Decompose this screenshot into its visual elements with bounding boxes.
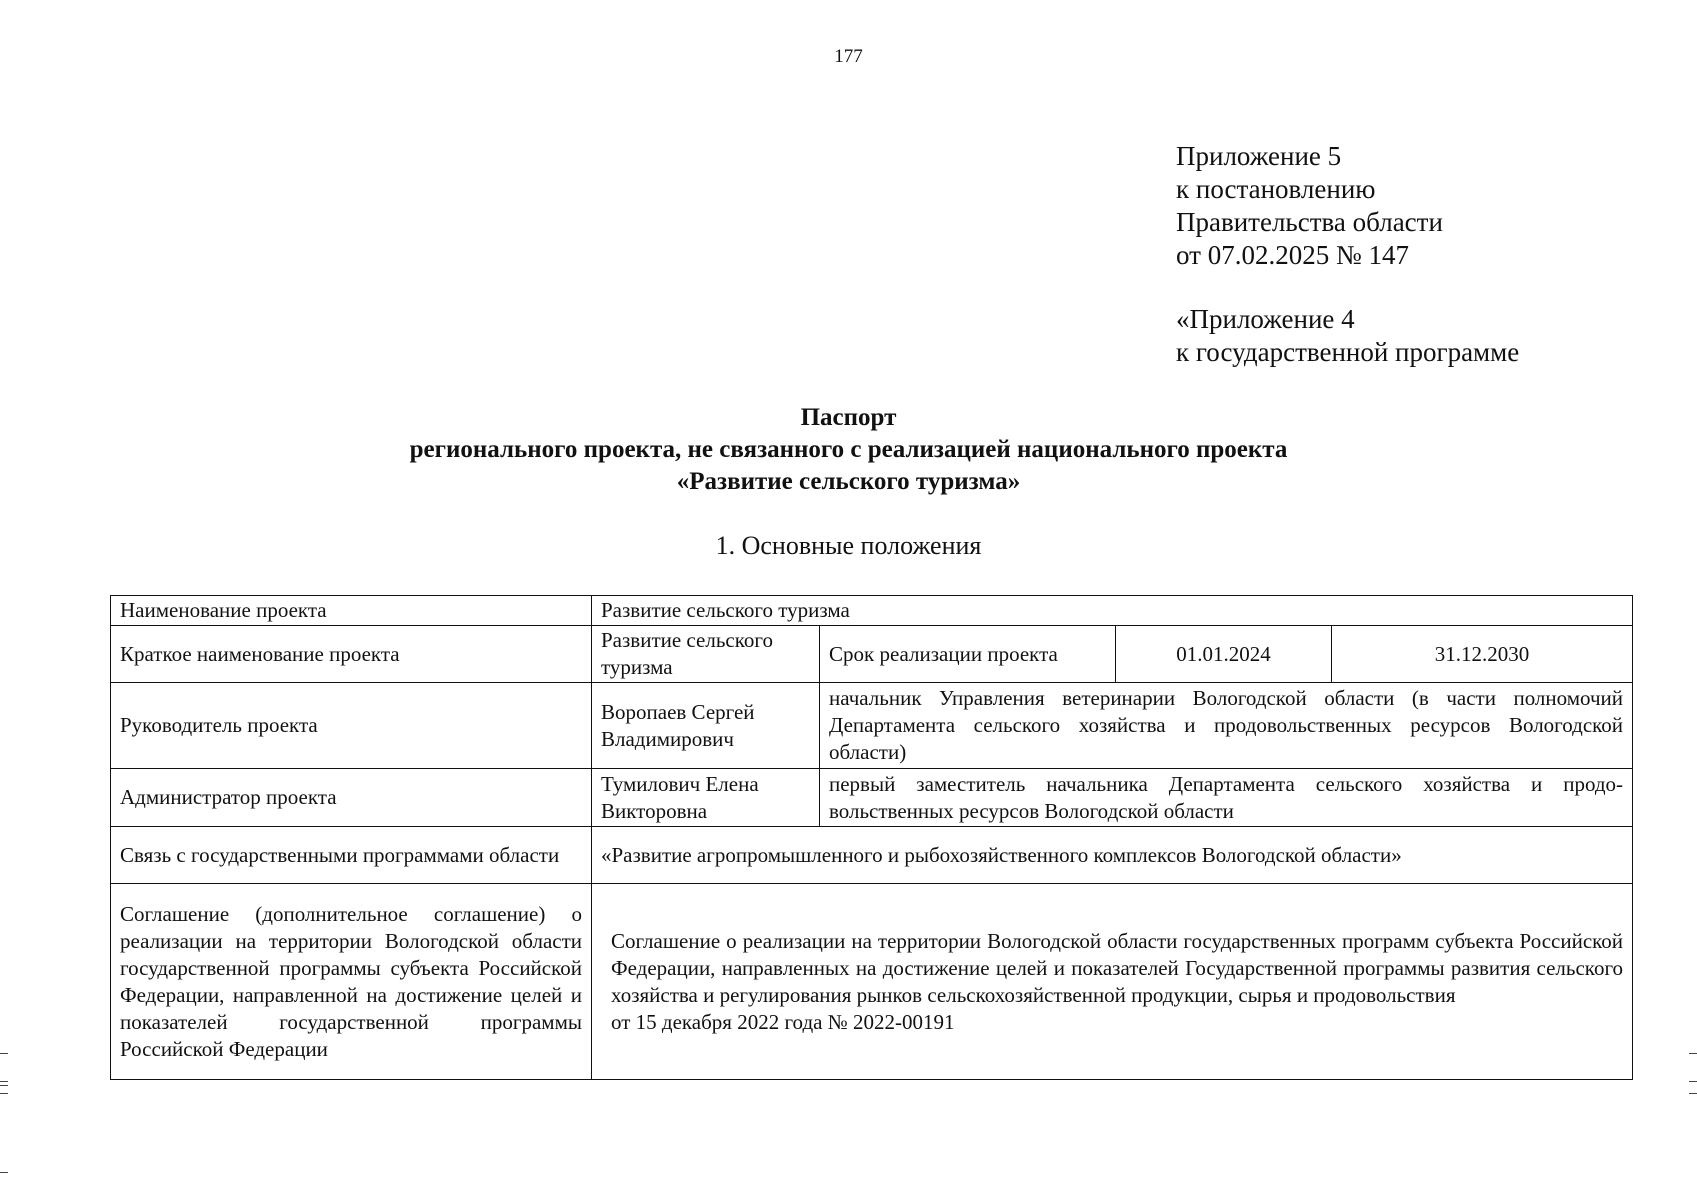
- scan-edge-mark: [0, 1085, 8, 1086]
- table-row: [111, 626, 1633, 683]
- scan-edge-mark: [1689, 1093, 1697, 1094]
- agreement-cell: [592, 884, 1633, 1080]
- section-heading: 1. Основные положения: [715, 531, 982, 560]
- page-number: 177: [834, 46, 863, 67]
- appendix-line: к государственной программе: [1176, 337, 1520, 367]
- term-start-date: 01.01.2024: [1116, 626, 1332, 683]
- scan-edge-mark: [0, 1081, 8, 1082]
- project-admin-name: Тумилович Елена Викторовна: [592, 769, 820, 827]
- scan-edge-mark: [0, 1053, 8, 1054]
- term-label: Срок реализации проекта: [820, 626, 1116, 683]
- project-head-position: начальник Управления ветеринарии Вологодской области (в части полномочий Департамента сельского хозяйства и продовольственных ресурсов Вологодской области): [820, 683, 1633, 769]
- scan-edge-mark: [1689, 1053, 1697, 1054]
- scan-edge-mark: [1689, 1081, 1697, 1082]
- table-row: [111, 827, 1633, 884]
- project-admin-label: Администратор проекта: [111, 769, 592, 827]
- title-line-1: Паспорт: [800, 404, 897, 431]
- appendix-line: Приложение 5: [1176, 141, 1342, 171]
- appendix-reference-program: [1176, 303, 1519, 369]
- short-name-label: Краткое наименование проекта: [111, 626, 592, 683]
- short-name-value: Развитие сельского туризма: [592, 626, 820, 683]
- project-head-label: Руководитель проекта: [111, 683, 592, 769]
- title-line-3: «Развитие сельского туризма»: [676, 468, 1021, 495]
- program-link-label: Связь с государственными программами области: [111, 827, 592, 884]
- appendix-line: Правительства области: [1176, 207, 1443, 237]
- appendix-line: от 07.02.2025 № 147: [1176, 240, 1409, 270]
- table-row: [111, 596, 1633, 626]
- project-admin-position: первый заместитель начальника Департамента сельского хозяйства и продовольственных ресурсов Вологодской области: [820, 769, 1633, 827]
- project-name-label: Наименование проекта: [111, 596, 592, 626]
- table-row: [111, 769, 1633, 827]
- appendix-line: «Приложение 4: [1176, 304, 1355, 334]
- program-link-value: «Развитие агропромышленного и рыбохозяйственного комплексов Вологодской области»: [592, 827, 1633, 884]
- term-end-date: 31.12.2030: [1332, 626, 1633, 683]
- table-row: [111, 683, 1633, 769]
- appendix-line: к постановлению: [1176, 174, 1376, 204]
- scan-edge-mark: [0, 1093, 8, 1094]
- agreement-date: от 15 декабря 2022 года № 2022-00191: [611, 1009, 955, 1034]
- agreement-label: Соглашение (дополнительное соглашение) о реализации на территории Вологодской области государственной программы субъекта Российской Федерации, направленной на достижение целей и показателей государственной программы Российской Федерации: [111, 884, 592, 1080]
- table-row: [111, 884, 1633, 1080]
- agreement-value: Соглашение о реализации на территории Вологодской области государственных программ субъекта Российской Федерации, направленных на достижение целей и показателей Государственной программы развития сельского хозяйства и регулирования рынков сельскохозяйственной продукции, сырья и продовольствия: [611, 928, 1624, 1007]
- appendix-reference-resolution: [1176, 140, 1443, 272]
- project-name-value: Развитие сельского туризма: [592, 596, 1633, 626]
- title-line-2: регионального проекта, не связанного с реализацией национального проекта: [409, 436, 1288, 463]
- project-passport-table: [110, 595, 1633, 1080]
- document-title: [0, 402, 1697, 498]
- project-head-name: Воропаев Сергей Владимирович: [592, 683, 820, 769]
- scan-edge-mark: [0, 1172, 8, 1173]
